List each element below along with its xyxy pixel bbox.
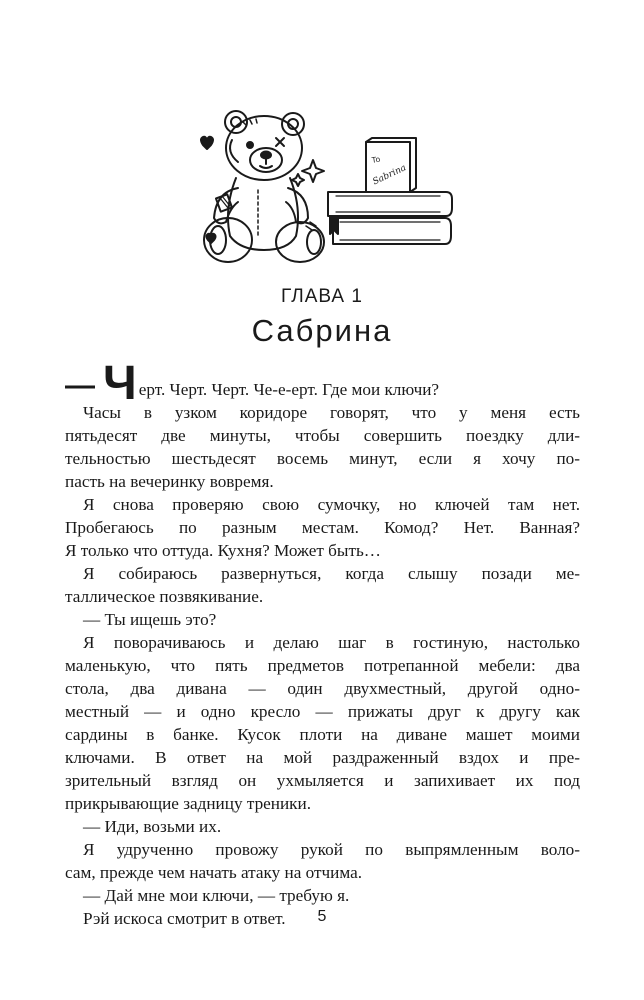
sparkle-icon: [302, 160, 324, 182]
svg-text:Sabrina: Sabrina: [371, 163, 408, 188]
text-line: местный — и одно кресло — прижаты друг к другу как: [65, 702, 580, 721]
chapter-text: [65, 357, 580, 930]
drop-cap: Ч: [103, 357, 137, 410]
text-line: сардины в банке. Кусок плоти на диване машет моими: [65, 725, 580, 744]
text-line: Часы в узком коридоре говорят, что у меня есть: [83, 403, 580, 422]
text-line: маленькую, что пять предметов потрепанной мебели: два: [65, 656, 580, 675]
heart-icon: [207, 234, 216, 243]
text-line: Рэй искоса смотрит в ответ.: [83, 909, 286, 928]
text-line: Я только что оттуда. Кухня? Может быть…: [65, 541, 381, 560]
text-line: стола, два дивана — один двухместный, другой одно-: [65, 679, 580, 698]
text-line: зрительный взгляд он ухмыляется и запихивает их под: [65, 771, 580, 790]
text-line: тельностью шестьдесят восемь минут, если я хочу по-: [65, 449, 580, 468]
chapter-number: ГЛАВА 1: [281, 286, 363, 307]
first-line: [65, 357, 580, 410]
page-number: 5: [317, 908, 327, 925]
text-line: пятьдесят две минуты, чтобы совершить поездку дли-: [65, 426, 580, 445]
text-line: — Иди, возьми их.: [83, 817, 222, 836]
text-line: ключами. В ответ на мой раздраженный вздох и пре-: [65, 748, 580, 767]
chapter-title: Сабрина: [251, 313, 393, 348]
text-line: — Ты ищешь это?: [83, 610, 217, 629]
text-line: — Дай мне мои ключи, — требую я.: [83, 886, 350, 905]
teddy-bear-books-illustration: [188, 100, 468, 280]
text-line: таллическое позвякивание.: [65, 587, 264, 606]
text-line: Я поворачиваюсь и делаю шаг в гостиную, настолько: [83, 633, 580, 652]
text-line: пасть на вечеринку вовремя.: [65, 472, 274, 491]
svg-text:To: To: [371, 154, 381, 165]
text-line: Пробегаюсь по разным местам. Комод? Нет. Ванная?: [65, 518, 580, 537]
text-line: сам, прежде чем начать атаку на отчима.: [65, 863, 363, 882]
first-line-text: ерт. Черт. Черт. Че-е-ерт. Где мои ключи?: [138, 380, 440, 399]
text-line: прикрывающие задницу треники.: [65, 794, 312, 813]
text-line: Я удрученно провожу рукой по выпрямленным воло-: [83, 840, 580, 859]
dialogue-dash: —: [65, 369, 95, 402]
text-line: Я снова проверяю свою сумочку, но ключей там нет.: [83, 495, 580, 514]
heart-icon: [201, 137, 213, 149]
text-line: Я собираюсь развернуться, когда слышу позади ме-: [83, 564, 580, 583]
